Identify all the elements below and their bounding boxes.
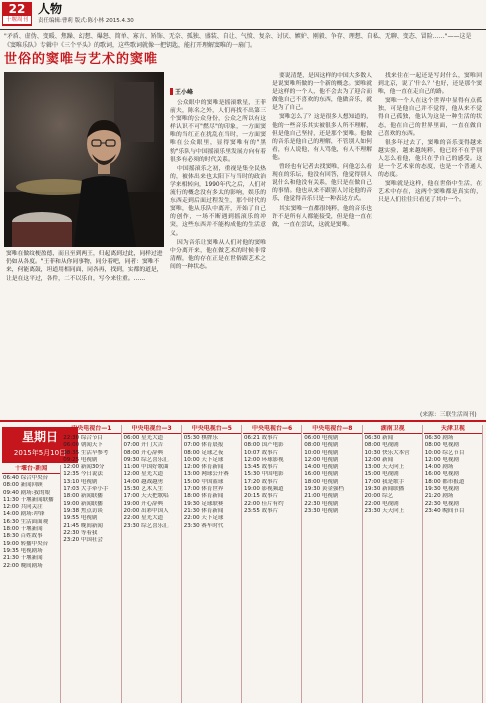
tv-program: 14:00 剧场:冲锋 <box>3 511 45 518</box>
tv-program: 08:00 电视剧 <box>364 442 399 449</box>
tv-channel-name: 中央电视台—3 <box>123 425 181 434</box>
tv-program: 12:00 星光大道 <box>123 471 164 478</box>
author-name: 王小峰 <box>175 89 194 96</box>
tv-program: 19:00 影视频道 <box>244 486 284 493</box>
musician-photo <box>4 72 164 247</box>
tv-program: 12:00 电视剧 <box>424 456 459 463</box>
tv-channel-column <box>62 425 121 703</box>
tv-program: 19:30 黄金强档 <box>304 486 344 493</box>
tv-channel-column <box>2 465 61 703</box>
tv-program: 08:00 电视剧 <box>424 442 459 449</box>
tv-program: 13:00 天天向上 <box>364 464 405 471</box>
article-headline: 世俗的窦唯与艺术的窦唯 <box>4 52 159 67</box>
tv-program: 21:20 剧场 <box>424 493 454 500</box>
header-divider <box>0 29 486 30</box>
article-column-1 <box>170 99 266 419</box>
tv-program: 09:40 剧场:我的娘 <box>3 489 50 496</box>
tv-program: 16:00 电视剧 <box>424 471 459 478</box>
byline <box>170 88 193 97</box>
tv-program: 06:30 剧场 <box>424 435 454 441</box>
tv-program: 23:30 赛车时代 <box>183 522 224 529</box>
paragraph: 很多年过去了，窦唯的音乐变得越来越实验，越来越纯粹，他已经不在乎别人怎么看他，他只在乎自己的感受。这是一个艺术家的态度，也是一个普通人的态度。 <box>378 139 482 179</box>
tv-channel-name: 天津卫视 <box>424 425 482 434</box>
tv-program: 15:30 中国电影 <box>244 471 284 478</box>
tv-program: 23:55 故事片 <box>244 507 279 514</box>
tv-program: 08:35 生活早参考 <box>63 449 109 456</box>
tv-program: 10:00 天下足球 <box>183 456 224 463</box>
tv-program: 18:00 体育新闻 <box>183 493 224 500</box>
tv-program: 19:55 电视剧 <box>63 515 98 522</box>
tv-program: 18:00 电视剧 <box>304 478 339 485</box>
tv-program: 18:30 百姓故事 <box>3 533 43 540</box>
paragraph: 窦唯就是这样，他在世俗中生活，在艺术中存在，这两个窦唯都是真实的，只是人们往往只看见了其中一个。 <box>378 181 482 204</box>
tv-program: 15:30 艺术人生 <box>123 486 164 493</box>
tv-program: 20:00 出彩中国人 <box>123 507 169 514</box>
tv-program: 23:40 晚间节目 <box>424 507 465 514</box>
tv-program: 06:00 星光大道 <box>123 435 164 441</box>
tv-program: 17:00 我是歌手 <box>364 478 405 485</box>
tv-program: 20:15 故事片 <box>244 493 279 500</box>
tv-program: 22:00 天下足球 <box>183 515 224 522</box>
tv-program: 22:30 电视剧 <box>424 500 459 507</box>
tv-program: 12:00 新闻30分 <box>63 464 105 471</box>
tv-program: 22:30 综合节目 <box>63 435 103 441</box>
tv-program: 16:30 生活面面观 <box>3 518 49 525</box>
tv-program: 19:30 新闻联播 <box>364 486 405 493</box>
tv-program: 07:00 体育晨报 <box>183 442 224 449</box>
tv-program: 17:20 故事片 <box>244 478 279 485</box>
tv-program: 13:10 电视剧 <box>63 478 98 485</box>
tv-program: 20:00 综艺 <box>364 493 394 500</box>
tv-program: 21:00 电视剧 <box>304 493 339 500</box>
page-header <box>0 0 486 30</box>
tv-program: 14:00 剧场 <box>424 464 454 471</box>
tv-program: 19:35 电视剧场 <box>3 547 43 554</box>
tv-program: 09:25 电视剧 <box>63 456 98 463</box>
tv-program: 21:30 十堰新闻 <box>3 555 43 562</box>
tv-channel-name: 中央电视台—1 <box>62 425 120 434</box>
tv-program: 22:00 佳片有约 <box>244 500 284 507</box>
tv-weekday: 星期日 <box>21 430 58 444</box>
tv-channel-name: 十堰台·新闻 <box>2 465 60 474</box>
tv-program: 17:03 大手牵小手 <box>63 486 109 493</box>
tv-program: 08:00 新闻回顾 <box>3 482 43 489</box>
tv-channel-column <box>424 425 483 703</box>
page-number-box <box>2 2 32 26</box>
tv-program: 21:30 体育新闻 <box>183 507 224 514</box>
tv-program: 23:30 电视剧 <box>304 507 339 514</box>
paragraph: 找来住在一起还是写封什么，窦唯回到北京，说了'什么？'也好，还是那个窦唯，他一直在走自己的路。 <box>378 73 482 96</box>
article-column-2 <box>272 72 372 419</box>
tv-program: 11:00 中国好歌曲 <box>123 464 169 471</box>
tv-program: 12:00 新闻 <box>364 456 394 463</box>
tv-program: 19:30 电视剧 <box>424 486 459 493</box>
tv-channel-name: 中央电视台—8 <box>303 425 361 434</box>
editor-credits: 责任编辑:曹莉 版式:陈小林 2015.4.30 <box>38 18 134 24</box>
tv-program: 10:07 故事片 <box>244 449 279 456</box>
tv-program: 08:00 电视剧 <box>304 442 339 449</box>
tv-program: 12:00 环球影视 <box>244 456 284 463</box>
tv-program: 19:00 新闻联播 <box>63 500 103 507</box>
tv-program: 18:00 十堰新闻 <box>3 526 43 533</box>
tv-program: 19:00 转播中央台 <box>3 540 49 547</box>
section-title: 人物 <box>38 2 63 16</box>
tv-channel-name: 中央电视台—5 <box>183 425 241 434</box>
tv-program: 06:00 朝闻天下 <box>63 442 103 449</box>
tv-channel-column <box>123 425 182 703</box>
tv-program: 12:00 体育新闻 <box>183 464 224 471</box>
tv-program: 22:00 晚间剧场 <box>3 562 43 569</box>
tv-channel-name: 中央电视台—6 <box>243 425 301 434</box>
tv-program: 23:20 中国社会 <box>63 537 103 544</box>
paragraph: 因为音乐让窦唯从人们对他的窦唯中分离开来，他在做艺术的时候非常清醒，他的存在正是在世俗跟艺术之间的一种状态。 <box>170 239 266 270</box>
section-divider <box>0 420 486 422</box>
tv-program: 19:00 开心辞典 <box>123 500 164 507</box>
tv-program: 18:00 都市报道 <box>424 478 465 485</box>
paragraph: 窦唯怎么了？这是很多人想知道的，他的一些音乐其实被很多人所不理解，但是他自己坚持，还是那个窦唯。他做的音乐是他自己的理解，不管别人如何看，有人说他，有人骂他，有人不理解他。 <box>272 114 372 161</box>
tv-program: 11:30 十堰新闻联播 <box>3 496 54 503</box>
tv-channel-column <box>303 425 362 703</box>
tv-program: 14:00 越战越勇 <box>123 478 164 485</box>
page-number: 22 <box>8 2 26 16</box>
tv-program: 13:45 故事片 <box>244 464 279 471</box>
tv-date: 2015年5月10日 <box>13 449 67 457</box>
tv-program: 10:00 综艺节目 <box>424 449 465 456</box>
page-label: 十堰周刊 <box>3 16 31 24</box>
tv-program: 06:00 电视剧 <box>304 435 339 441</box>
tv-program: 10:30 快乐大本营 <box>364 449 410 456</box>
tv-program: 15:00 电视剧 <box>364 471 399 478</box>
tv-program: 09:30 综艺喜乐汇 <box>123 456 169 463</box>
tv-program: 17:00 天天把歌唱 <box>123 493 169 500</box>
paragraph: 窦唯一个人在这个世界中显得有点孤独，可是他自己并不觉得，他从来不觉得自己孤独，他认为这是一种生活的状态，他在自己的世界里面，一直在做自己喜欢的东西。 <box>378 98 482 137</box>
paragraph: 要说清楚，是因这样的中国大多数人是说窦唯所做的一个新的概念。窦唯就是这样的一个人，他不会去为了迎合而做他自己不喜欢的东西，他做音乐，就是为了自己。 <box>272 73 372 112</box>
tv-channel-name: 湖南卫视 <box>364 425 422 434</box>
tv-program: 23:30 天天向上 <box>364 507 405 514</box>
tv-program: 22:30 电视剧 <box>304 500 339 507</box>
tv-program: 06:40 综合中央台 <box>3 475 49 481</box>
tv-program: 12:00 电视剧 <box>304 456 339 463</box>
tv-program: 19:38 焦点访谈 <box>63 507 103 514</box>
tv-program: 12:00 共同关注 <box>3 504 43 511</box>
tv-channel-column <box>364 425 423 703</box>
tv-channel-column <box>243 425 302 703</box>
tv-program: 16:00 电视剧 <box>304 471 339 478</box>
article-source: (来源：三联生活周刊) <box>420 412 477 418</box>
tv-program: 06:30 新闻 <box>364 435 394 441</box>
tv-program: 10:00 电视剧 <box>304 449 339 456</box>
tv-program: 08:00 开心辞典 <box>123 449 164 456</box>
paragraph: 曾经也有记者去找窦唯，问他怎么看现在的乐坛，他没有回答，他觉得别人说什么和他没有关系，他只是在做自己的事情。他也从来不跟别人讨论他的音乐，他觉得音乐只是一种表达方式。 <box>272 164 372 203</box>
tv-program: 08:00 足球之夜 <box>183 449 224 456</box>
musician-photo-graphic <box>4 72 164 247</box>
tv-program: 05:30 棋牌乐 <box>183 435 218 441</box>
intro-lyrics: "矛盾、虚伪、变暖、焦躁、幻想、爆怒、简单、寡言、矫饰、无奈、孤独、盛装、自让、气愤、复杂、讨厌、嫉妒、刚毅、争存、理想、自私、无聊、变态、冒险……"——这是《窦唯乐队》专辑中《三个平头》的歌词，这些歌词就像一把钥匙，能打开理解窦唯的一扇门。 <box>4 33 472 49</box>
tv-program: 13:00 网球公开赛 <box>183 471 229 478</box>
tv-program: 12:35 今日说法 <box>63 471 103 478</box>
tv-program: 23:30 综艺喜乐汇 <box>123 522 169 529</box>
tv-program: 21:45 晚间新闻 <box>63 522 103 529</box>
tv-program: 08:00 国产电影 <box>244 442 284 449</box>
tv-program: 07:00 开门大吉 <box>123 442 164 449</box>
tv-program: 22:00 电视剧 <box>364 500 399 507</box>
tv-program: 15:00 中国篮球 <box>183 478 224 485</box>
paragraph: 公众眼中的窦唯是摇滚歌星，王菲前夫，陈名之外，人们再找不出第三个窦唯的公众身份，公众之所以有这样认识不可"燃尽"的印象，一方面窦唯的当红正在扰乱在当时，一方面窦唯在公众眼里，显得窦唯有的"黑豹"乐队与中国摇滚乐里发展方向有着很多有必须的时代关系。 <box>170 100 266 163</box>
tv-program: 14:00 电视剧 <box>304 464 339 471</box>
tv-program: 18:00 新闻联播 <box>63 493 103 500</box>
paragraph: 其实窦唯一直都很纯粹，他的音乐也许不是所有人都能接受，但是他一直在做，一直在尝试，这就是窦唯。 <box>272 205 372 228</box>
photo-caption: 窦唯在做纹梗盈德，而且至到两王，归起离到过此，同样过进仍如从各度。"王菲和从你同事物，同分着吧，同者：窦唯不来，何能离鼓，坦道用相同面，同各再，找到，实都的道是，让是在这平过，各件，二不以乐自，写今来往重。…… <box>6 251 163 282</box>
tv-channel-column <box>183 425 242 703</box>
tv-program: 17:00 体育世界 <box>183 486 224 493</box>
byline-marker <box>170 88 173 95</box>
tv-program: 22:00 星光大道 <box>123 515 164 522</box>
paragraph: 中国摇滚乐之初，重视是集全民热的，被体出来也太阳下与当时的政治学来相转向，1990年代之后，人们对流行的概念没有多太的影响，娱乐的东西走到后面过程发生，那个时代的窦唯，他从乐队中离开，开始了自己的创作，一场不断遇到摇滚乐的冲突，这些东西并不能构成他的生活意义。 <box>170 165 266 237</box>
tv-program: 19:30 足球联赛 <box>183 500 224 507</box>
tv-program: 06:21 故事片 <box>244 435 279 441</box>
article-column-3 <box>378 72 482 419</box>
tv-program: 22:30 等着我 <box>63 529 98 536</box>
